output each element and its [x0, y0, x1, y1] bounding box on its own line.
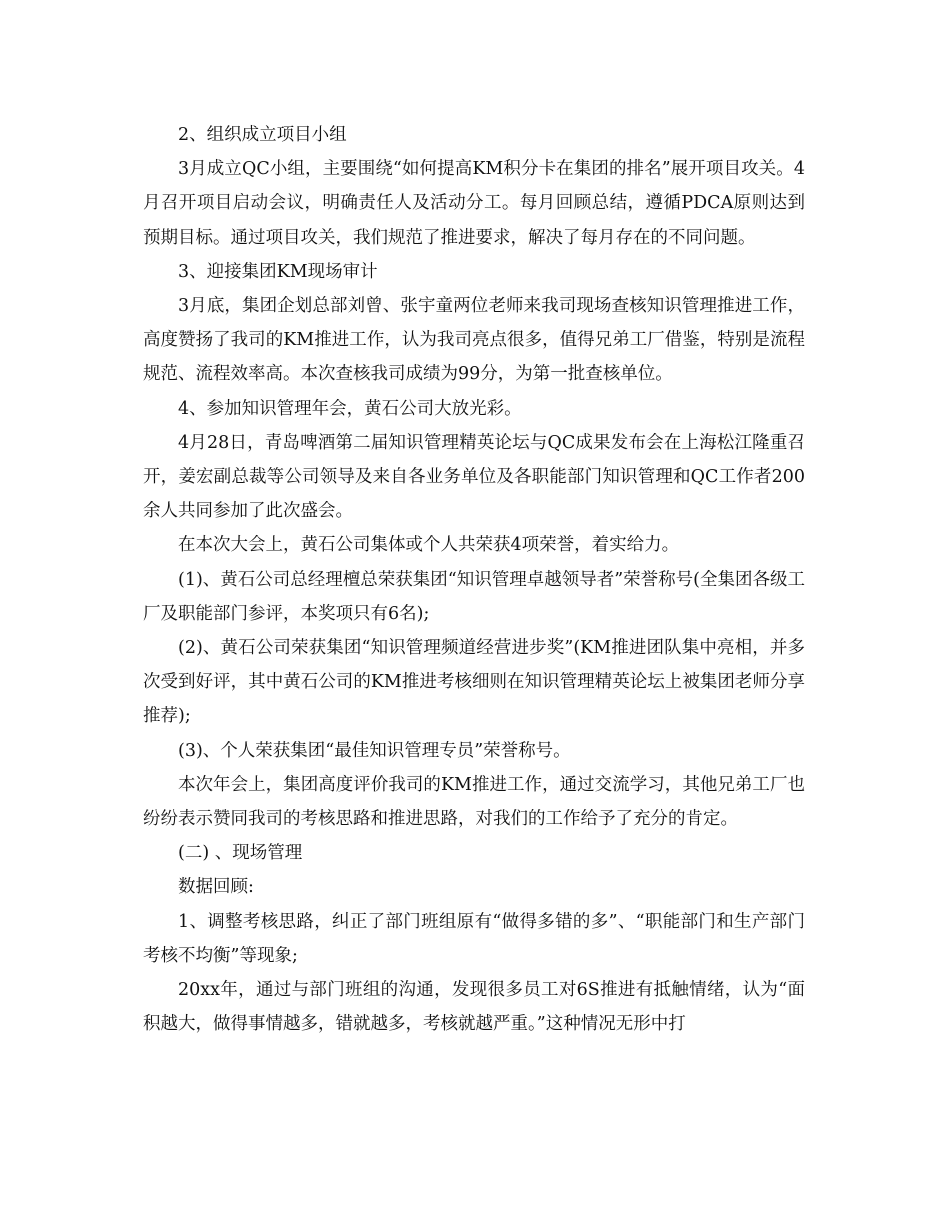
- list-item-honor-1: (1)、黄石公司总经理檀总荣获集团“知识管理卓越领导者”荣誉称号(全集团各级工厂及职能部门参评，本奖项只有6名);: [143, 569, 806, 624]
- section-heading-project-team: 2、组织成立项目小组: [178, 125, 347, 145]
- paragraph-assessment-adjustment: 1、调整考核思路，纠正了部门班组原有“做得多错的多”、“职能部门和生产部门考核不均衡”等现象;: [143, 911, 805, 966]
- subheading-data-review: 数据回顾:: [178, 877, 254, 898]
- document-body: [143, 118, 805, 1041]
- paragraph-forum: 4月28日，青岛啤酒第二届知识管理精英论坛与QC成果发布会在上海松江隆重召开，姜宏副总裁等公司领导及来自各业务单位及各职能部门知识管理和QC工作者200余人共同参加了此次盛会。: [143, 432, 805, 522]
- section-heading-km-annual-meeting: 4、参加知识管理年会，黄石公司大放光彩。: [178, 398, 522, 419]
- section-heading-km-audit: 3、迎接集团KM现场审计: [178, 261, 378, 282]
- list-item-honor-2: (2)、黄石公司荣获集团“知识管理频道经营进步奖”(KM推进团队集中亮相，并多次受到好评，其中黄石公司的KM推进考核细则在知识管理精英论坛上被集团老师分享推荐);: [143, 638, 805, 727]
- list-item-honor-3: (3)、个人荣获集团“最佳知识管理专员”荣誉称号。: [178, 740, 571, 761]
- paragraph-honors-summary: 在本次大会上，黄石公司集体或个人共荣获4项荣誉，着实给力。: [178, 535, 680, 556]
- paragraph-6s-promotion: 20xx年，通过与部门班组的沟通，发现很多员工对6S推进有抵触情绪，认为“面积越大，做得事情越多，错就越多，考核就越严重。”这种情况无形中打: [143, 980, 805, 1035]
- section-heading-site-management: (二) 、现场管理: [178, 843, 303, 864]
- paragraph-annual-evaluation: 本次年会上，集团高度评价我司的KM推进工作，通过交流学习，其他兄弟工厂也纷纷表示赞同我司的考核思路和推进思路，对我们的工作给予了充分的肯定。: [143, 774, 805, 830]
- paragraph-qc-team: 3月成立QC小组，主要围绕“如何提高KM积分卡在集团的排名”展开项目攻关。4月召开项目启动会议，明确责任人及活动分工。每月回顾总结，遵循PDCA原则达到预期目标。通过项目攻关，我们规范了推进要求，解决了每月存在的不同问题。: [143, 159, 805, 248]
- paragraph-km-audit: 3月底，集团企划总部刘曾、张宇童两位老师来我司现场查核知识管理推进工作，高度赞扬了我司的KM推进工作，认为我司亮点很多，值得兄弟工厂借鉴，特别是流程规范、流程效率高。本次查核我司成绩为99分，为第一批查核单位。: [143, 296, 805, 385]
